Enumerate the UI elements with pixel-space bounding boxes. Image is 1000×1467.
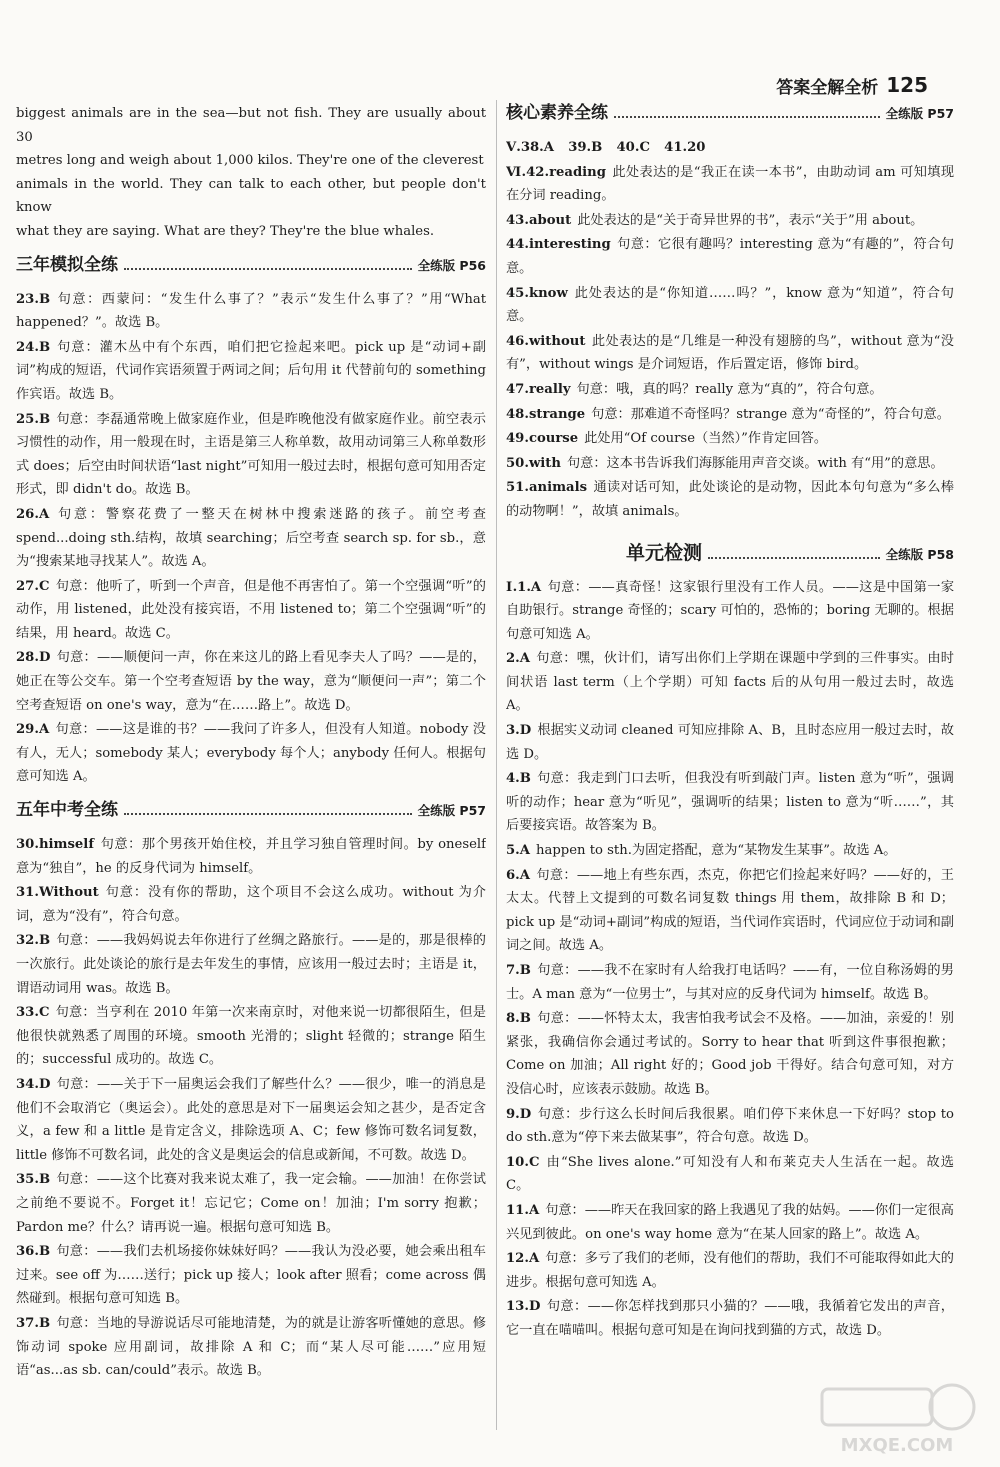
answer-number: 47.really bbox=[506, 381, 571, 397]
answer-item bbox=[506, 1247, 954, 1294]
answer-explanation: 句意：警察花费了一整天在树林中搜索迷路的孩子。前空考查 spend...doing sth.结构，故填 searching；后空考查 search sp. for sb.，意为“搜索某地寻找某人”。故选 A。 bbox=[16, 506, 486, 570]
answer-number: 44.interesting bbox=[506, 237, 611, 253]
answer-number: 26.A bbox=[16, 506, 50, 522]
answer-explanation: 通读对话可知，此处谈论的是动物，因此本句句意为“多么棒的动物啊！”，故填 animals。 bbox=[506, 480, 954, 519]
answer-number: 5.A bbox=[506, 843, 530, 859]
answer-item bbox=[506, 767, 954, 838]
answer-item bbox=[506, 1103, 954, 1150]
answer-item bbox=[506, 209, 954, 233]
answer-item bbox=[506, 1151, 954, 1198]
answer-number: 7.B bbox=[506, 963, 531, 978]
answer-item bbox=[506, 378, 954, 402]
answer-explanation: 句意：那个男孩开始住校，并且学习独自管理时间。by oneself 意为“独自”，he 的反身代词为 himself。 bbox=[16, 837, 486, 876]
answer-item bbox=[506, 161, 954, 208]
answer-explanation: 由“She lives alone.”可知没有人和布莱克夫人生活在一起。故选 C。 bbox=[506, 1154, 954, 1194]
answer-explanation: 此处用“Of course（当然）”作肯定回答。 bbox=[584, 431, 828, 447]
answer-item bbox=[506, 864, 954, 958]
section-title: 核心素养全练 bbox=[506, 103, 608, 123]
section-header-s3 bbox=[16, 254, 486, 284]
left-column bbox=[16, 100, 486, 1440]
answer-number: 37.B bbox=[16, 1315, 51, 1331]
answer-item bbox=[506, 427, 954, 451]
right-column bbox=[506, 100, 954, 1440]
short-answer: Ⅴ.38.A bbox=[506, 140, 554, 155]
answer-list-core bbox=[506, 161, 954, 524]
answer-explanation: 句意：这本书告诉我们海豚能用声音交谈。with 有“用”的意思。 bbox=[567, 455, 944, 471]
answer-item bbox=[16, 646, 486, 717]
answer-explanation: 句意：那难道不奇怪吗？strange 意为“奇怪的”，符合句意。 bbox=[591, 406, 950, 422]
answer-number: 12.A bbox=[506, 1251, 540, 1267]
answer-number: 10.C bbox=[506, 1154, 540, 1170]
answer-number: 2.A bbox=[506, 651, 530, 667]
section-version: 全练版 P57 bbox=[417, 803, 486, 819]
passage-line: biggest animals are in the sea—but not fish. They are usually about 30 bbox=[16, 106, 486, 145]
answer-number: 29.A bbox=[16, 722, 50, 738]
answer-list-unit bbox=[506, 576, 954, 1343]
answer-item bbox=[506, 233, 954, 280]
answer-explanation: 句意：——我们去机场接你妹妹好吗？——我认为没必要，她会乘出租车过来。see off 为……送行；pick up 接人；look after 照看；come across 偶然碰到。根据句意可知选 B。 bbox=[16, 1244, 486, 1307]
answer-item bbox=[506, 576, 954, 647]
answer-explanation: 句意：嘿，伙计们，请写出你们上学期在课题中学到的三件事实。由时间状语 last term（上个学期）可知 facts 后的从句用一般过去时，故选 A。 bbox=[506, 651, 954, 714]
answer-number: 8.B bbox=[506, 1011, 531, 1027]
answer-explanation: 此处表达的是“几维是一种没有翅膀的鸟”，without 意为“没有”，without wings 是介词短语，作后置定语，修饰 bird。 bbox=[506, 333, 954, 373]
answer-explanation: 句意：——昨天在我回家的路上我遇见了我的姑妈。——你们一定很高兴见到彼此。on one's way home 意为“在某人回家的路上”。故选 A。 bbox=[506, 1202, 954, 1242]
answer-explanation: 句意：当地的导游说话尽可能地清楚，为的就是让游客听懂她的意思。修饰动词 spoke 应用副词，故排除 A 和 C；而“某人尽可能……”应用短语“as...as sb. can/could”表示。故选 B。 bbox=[16, 1315, 486, 1379]
answer-explanation: 句意：他听了，听到一个声音，但是他不再害怕了。第一个空强调“听”的动作，用 listened，此处没有接宾语，不用 listened to；第二个空强调“听”的结果，用 heard。故选 C。 bbox=[16, 578, 486, 641]
answer-explanation: 句意：——地上有些东西，杰克，你把它们捡起来好吗？——好的，王太太。代替上文提到的可数名词复数 things 用 them，故排除 B 和 D；pick up 是“动词+副词”构成的短语，当代词作宾语时，代词应位于动词和副词之间。故选 A。 bbox=[506, 867, 954, 954]
answer-number: 34.D bbox=[16, 1076, 51, 1092]
answer-number: Ⅵ.42.reading bbox=[506, 164, 606, 180]
dotted-leader bbox=[708, 557, 880, 559]
dotted-leader bbox=[124, 268, 412, 270]
section-version: 全练版 P58 bbox=[885, 546, 954, 562]
answer-item bbox=[506, 476, 954, 523]
section-version: 全练版 P56 bbox=[417, 257, 486, 273]
answer-item bbox=[506, 452, 954, 476]
answer-item bbox=[506, 403, 954, 427]
dotted-leader bbox=[124, 813, 412, 815]
answer-item bbox=[16, 1001, 486, 1072]
answer-list-s3 bbox=[16, 288, 486, 789]
section-title: 三年模拟全练 bbox=[16, 254, 118, 275]
passage-line: metres long and weigh about 1,000 kilos. They're one of the cleverest bbox=[16, 153, 484, 169]
answer-item bbox=[16, 1073, 486, 1167]
answer-explanation: 句意：——你怎样找到那只小猫的？——哦，我循着它发出的声音，它一直在喵喵叫。根据句意可知是在询问找到猫的方式，故选 D。 bbox=[506, 1299, 954, 1338]
answer-item bbox=[16, 1168, 486, 1239]
answer-number: 36.B bbox=[16, 1244, 51, 1260]
answer-item bbox=[16, 503, 486, 574]
answer-explanation: 句意：西蒙问：“发生什么事了？”表示“发生什么事了？”用“What happened？”。故选 B。 bbox=[16, 291, 486, 331]
answer-number: 32.B bbox=[16, 933, 51, 949]
answer-number: 33.C bbox=[16, 1005, 50, 1021]
answer-number: 13.D bbox=[506, 1299, 541, 1315]
watermark-text: MXQE.COM bbox=[840, 1435, 954, 1456]
answer-number: 35.B bbox=[16, 1172, 51, 1188]
section-header-unit bbox=[506, 542, 954, 572]
answer-item bbox=[16, 881, 486, 928]
answer-list-s5 bbox=[16, 833, 486, 1383]
page-header bbox=[776, 68, 928, 102]
header-label: 答案全解全析 bbox=[776, 77, 879, 98]
answer-explanation: 句意：——我妈妈说去年你进行了丝绸之路旅行。——是的，那是很棒的一次旅行。此处谈论的旅行是去年发生的事情，应该用一般过去时；主语是 it，谓语动词用 was。故选 B。 bbox=[16, 933, 486, 996]
answer-number: 25.B bbox=[16, 411, 51, 427]
answer-number: 6.A bbox=[506, 867, 530, 883]
answer-number: 49.course bbox=[506, 431, 579, 447]
answer-number: 50.with bbox=[506, 455, 561, 471]
answer-explanation: 句意：李磊通常晚上做家庭作业，但是昨晚他没有做家庭作业。前空表示习惯性的动作，用一般现在时，主语是第三人称单数，故用动词第三人称单数形式 does；后空由时间状语“last night”可知用一般过去时，根据句意可知用否定形式，即 didn't do。故选 B。 bbox=[16, 411, 486, 498]
answer-item bbox=[506, 719, 954, 766]
section-version: 全练版 P57 bbox=[885, 106, 954, 121]
answer-number: 45.know bbox=[506, 285, 568, 301]
dotted-leader bbox=[614, 116, 880, 118]
answer-number: 11.A bbox=[506, 1202, 540, 1218]
answer-number: 3.D bbox=[506, 723, 532, 739]
answer-number: 51.animals bbox=[506, 480, 588, 496]
answer-number: 24.B bbox=[16, 339, 51, 355]
answer-item bbox=[506, 1007, 954, 1101]
passage-line: animals in the world. They can talk to each other, but people don't know bbox=[16, 176, 486, 216]
answer-item bbox=[16, 1312, 486, 1383]
answer-explanation: 句意：当亨利在 2010 年第一次来南京时，对他来说一切都很陌生，但是他很快就熟悉了周围的环境。smooth 光滑的；slight 轻微的；strange 陌生的；successful 成功的。故选 C。 bbox=[16, 1005, 486, 1068]
answer-explanation: 句意：——关于下一届奥运会我们了解些什么？——很少，唯一的消息是他们不会取消它（奥运会）。此处的意思是对下一届奥运会知之甚少，是否定含义，a few 和 a little 是肯定含义，排除选项 A、C；few 修饰可数名词复数，little 修饰不可数名词，此处的含义是奥运会的信息或新闻，不可数。故选 D。 bbox=[16, 1076, 486, 1163]
answer-explanation: 此处表达的是“关于奇异世界的书”，表示“关于”用 about。 bbox=[577, 212, 924, 228]
short-answer: 39.B bbox=[568, 140, 603, 155]
answer-item bbox=[16, 336, 486, 407]
answer-item bbox=[506, 282, 954, 329]
answer-item bbox=[506, 959, 954, 1006]
answer-explanation: 句意：没有你的帮助，这个项目不会这么成功。without 为介词，意为“没有”，符合句意。 bbox=[16, 885, 486, 924]
answer-explanation: 句意：步行这么长时间后我很累。咱们停下来休息一下好吗？stop to do sth.意为“停下来去做某事”，符合句意。故选 D。 bbox=[506, 1106, 954, 1146]
answer-item bbox=[16, 718, 486, 789]
answer-explanation: 句意：——我不在家时有人给我打电话吗？——有，一位自称汤姆的男士。A man 意为“一位男士”，与其对应的反身代词为 himself。故选 B。 bbox=[506, 963, 954, 1002]
answer-item bbox=[506, 1199, 954, 1246]
answer-item bbox=[16, 833, 486, 880]
answer-item bbox=[16, 408, 486, 502]
answer-number: 27.C bbox=[16, 578, 50, 594]
section-title: 单元检测 bbox=[626, 541, 703, 564]
answer-number: 9.D bbox=[506, 1106, 532, 1122]
answer-item bbox=[506, 839, 954, 863]
answer-explanation: 句意：哦，真的吗？really 意为“真的”，符合句意。 bbox=[576, 381, 883, 397]
answer-number: 28.D bbox=[16, 650, 51, 666]
answer-item bbox=[506, 647, 954, 718]
answer-explanation: 句意：它很有趣吗？interesting 意为“有趣的”，符合句意。 bbox=[506, 237, 954, 276]
answer-number: 30.himself bbox=[16, 837, 94, 853]
answer-item bbox=[506, 1295, 954, 1342]
answer-explanation: 句意：——顺便问一声，你在来这儿的路上看见李夫人了吗？——是的，她正在等公交车。第一个空考查短语 by the way，意为“顺便问一声”；第二个空考查短语 on one's way，意为“在……路上”。故选 D。 bbox=[16, 650, 486, 713]
answer-explanation: 句意：灌木丛中有个东西，咱们把它捡起来吧。pick up 是“动词+副词”构成的短语，代词作宾语须置于两词之间；后句用 it 代替前句的 something 作宾语。故选 B。 bbox=[16, 339, 486, 402]
passage-line: what they are saying. What are they? They're the blue whales. bbox=[16, 223, 435, 239]
answer-number: 31.Without bbox=[16, 885, 99, 901]
answer-explanation: 此处表达的是“你知道……吗？”，know 意为“知道”，符合句意。 bbox=[506, 285, 954, 325]
answer-explanation: 句意：——真奇怪！这家银行里没有工作人员。——这是中国第一家自助银行。strange 奇怪的；scary 可怕的，恐怖的；boring 无聊的。根据句意可知选 A。 bbox=[506, 579, 954, 642]
answer-item bbox=[16, 1240, 486, 1311]
section-title: 五年中考全练 bbox=[16, 800, 118, 821]
answer-item bbox=[16, 575, 486, 646]
answer-explanation: 句意：——这是谁的书？——我问了许多人，但没有人知道。nobody 没有人，无人；somebody 某人；everybody 每个人；anybody 任何人。根据句意可知选 A。 bbox=[16, 722, 486, 785]
section-header-core bbox=[506, 102, 954, 132]
answer-explanation: happen to sth.为固定搭配，意为“某物发生某事”。故选 A。 bbox=[536, 843, 897, 859]
section-header-s5 bbox=[16, 799, 486, 829]
answer-number: Ⅰ.1.A bbox=[506, 579, 542, 595]
short-answer: 40.C bbox=[616, 140, 650, 155]
watermark-logo bbox=[812, 1379, 982, 1459]
short-answer-row bbox=[506, 136, 954, 160]
answer-explanation: 句意：——怀特太太，我害怕我考试会不及格。——加油，亲爱的！别紧张，我确信你会通过考试的。Sorry to hear that 听到这件事很抱歉；Come on 加油；All right 好的；Good job 干得好。结合句意可知，对方没信心时，应该表示鼓励。故选 B。 bbox=[506, 1011, 954, 1097]
answer-item bbox=[506, 330, 954, 377]
answer-number: 46.without bbox=[506, 333, 586, 349]
answer-explanation: 句意：我走到门口去听，但我没有听到敲门声。listen 意为“听”，强调听的动作；hear 意为“听见”，强调听的结果；listen to 意为“听……”，其后要接宾语。故答案为 B。 bbox=[506, 771, 954, 834]
answer-explanation: 句意：多亏了我们的老师，没有他们的帮助，我们不可能取得如此大的进步。根据句意可知选 A。 bbox=[506, 1251, 954, 1290]
page-number: 125 bbox=[886, 73, 928, 97]
answer-explanation: 根据实义动词 cleaned 可知应排除 A、B，且时态应用一般过去时，故选 D。 bbox=[506, 723, 954, 762]
answer-number: 23.B bbox=[16, 291, 51, 307]
answer-explanation: 此处表达的是“我正在读一本书”，由助动词 am 可知填现在分词 reading。 bbox=[506, 164, 954, 204]
answer-number: 4.B bbox=[506, 771, 531, 787]
short-answer: 41.20 bbox=[664, 140, 706, 155]
answer-item bbox=[16, 288, 486, 335]
reading-passage bbox=[16, 102, 486, 244]
answer-number: 48.strange bbox=[506, 406, 586, 422]
answer-item bbox=[16, 929, 486, 1000]
answer-number: 43.about bbox=[506, 212, 572, 228]
column-divider bbox=[496, 100, 497, 1430]
answer-explanation: 句意：——这个比赛对我来说太难了，我一定会输。——加油！在你尝试之前绝不要说不。Forget it！忘记它；Come on！加油；I'm sorry 抱歉；Pardon me？什么？请再说一遍。根据句意可知选 B。 bbox=[16, 1172, 486, 1235]
